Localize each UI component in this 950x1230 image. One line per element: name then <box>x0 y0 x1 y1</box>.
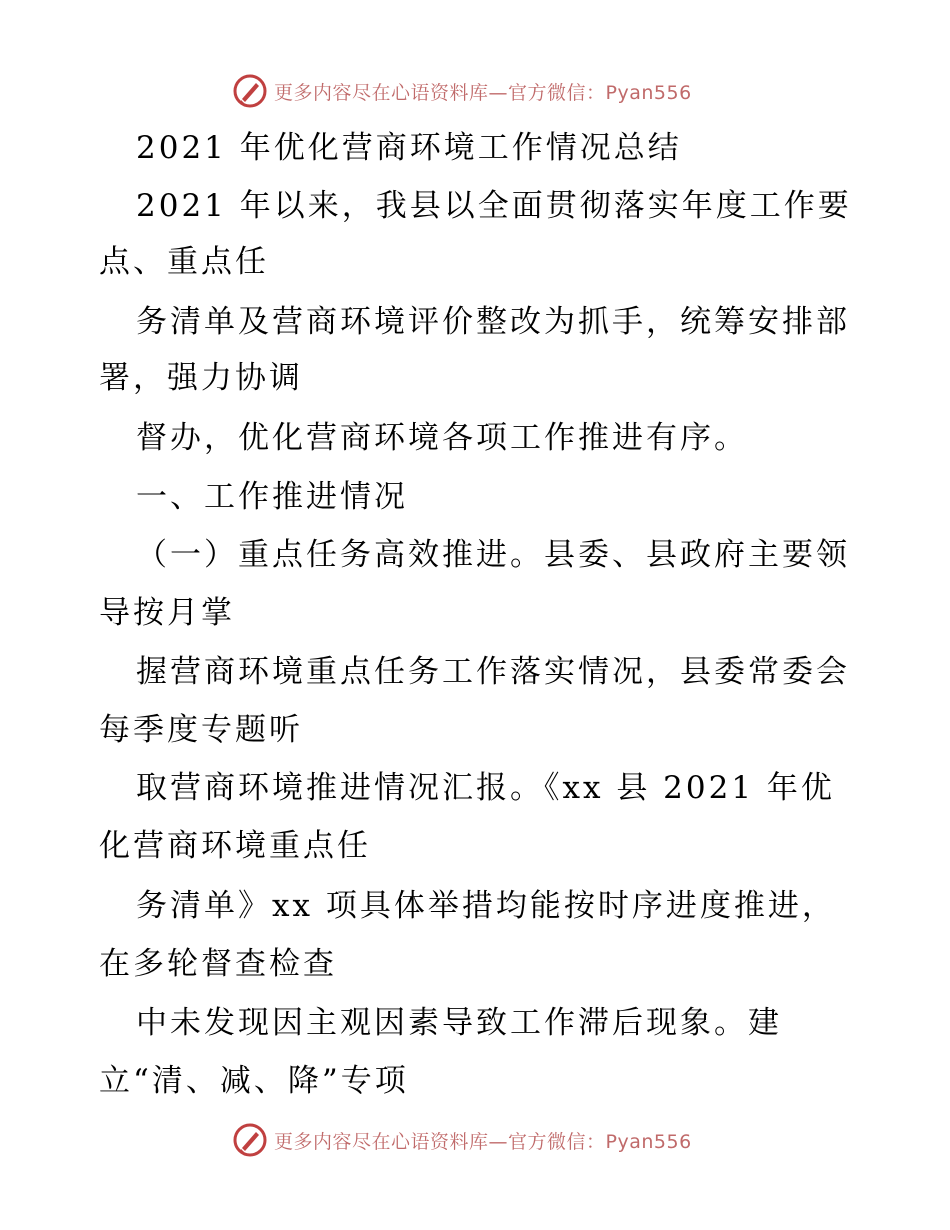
paragraph-line: 导按月掌 <box>99 595 235 631</box>
header-watermark-text: 更多内容尽在心语资料库—官方微信：Pyan556 <box>274 81 692 104</box>
paragraph-line: （一）重点任务高效推进。县委、县政府主要领 <box>136 537 850 573</box>
paragraph-line: 督办，优化营商环境各项工作推进有序。 <box>136 420 748 456</box>
paragraph-line: 点、重点任 <box>99 244 269 280</box>
paragraph-line: 取营商环境推进情况汇报。《xx 县 2021 年优 <box>136 770 835 806</box>
paragraph-line: 务清单》xx 项具体举措均能按时序进度推进， <box>136 888 836 924</box>
paragraph-line: 在多轮督查检查 <box>99 946 337 982</box>
paragraph-line: 化营商环境重点任 <box>99 828 371 864</box>
footer-watermark-text: 更多内容尽在心语资料库—官方微信：Pyan556 <box>274 1130 692 1153</box>
paragraph-line: 2021 年以来，我县以全面贯彻落实年度工作要 <box>136 188 852 224</box>
section-heading: 一、工作推进情况 <box>136 479 408 515</box>
paragraph-line: 握营商环境重点任务工作落实情况，县委常委会 <box>136 654 850 690</box>
paragraph-line: 署，强力协调 <box>99 360 303 396</box>
pen-logo-icon <box>232 1122 268 1158</box>
paragraph-line: 立“清、减、降”专项 <box>99 1063 409 1099</box>
paragraph-line: 务清单及营商环境评价整改为抓手，统筹安排部 <box>136 304 850 340</box>
paragraph-line: 每季度专题听 <box>99 712 303 748</box>
document-title: 2021 年优化营商环境工作情况总结 <box>136 130 682 166</box>
footer-watermark <box>232 1120 692 1160</box>
paragraph-line: 中未发现因主观因素导致工作滞后现象。建 <box>136 1005 782 1041</box>
